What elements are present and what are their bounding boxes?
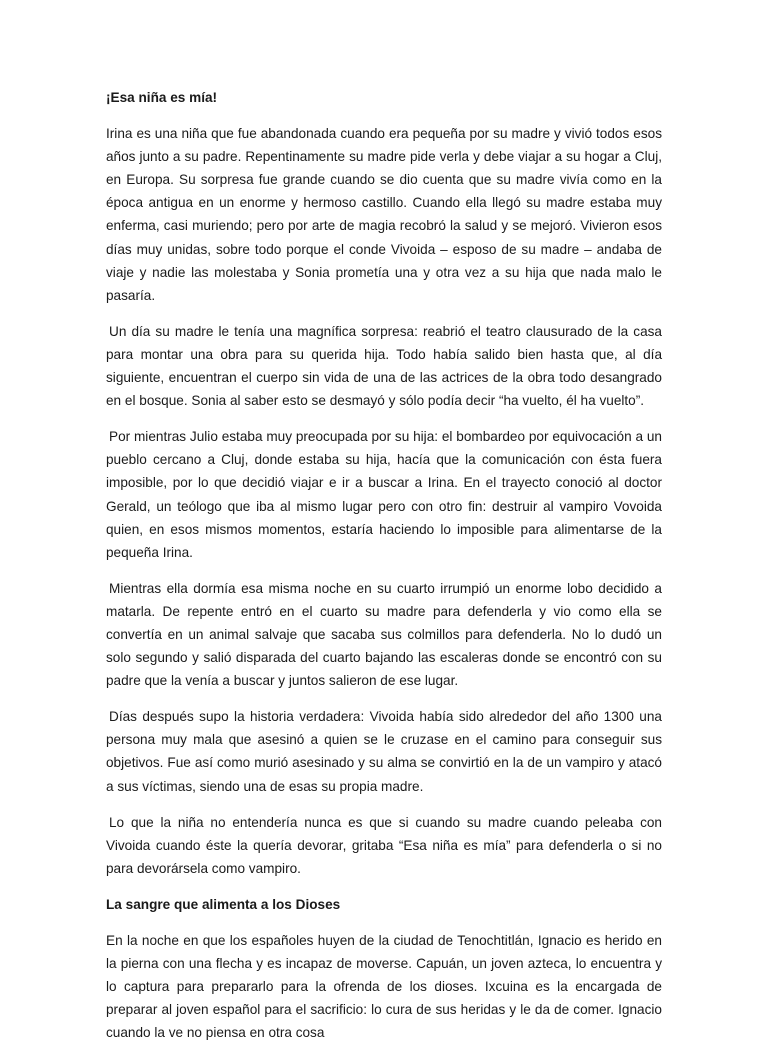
paragraph: Irina es una niña que fue abandonada cuando era pequeña por su madre y vivió todos esos años junto a su padre. Repentinamente su madre pide verla y debe viajar a su hogar a Cluj, en Europa. Su sorpresa fue grande cuando se dio cuenta que su madre vivía como en la época antigua en un enorme y hermoso castillo. Cuando ella llegó su madre estaba muy enferma, casi muriendo; pero por arte de magia recobró la salud y se mejoró. Vivieron esos días muy unidas, sobre todo porque el conde Vivoida – esposo de su madre – andaba de viaje y nadie las molestaba y Sonia prometía una y otra vez a su hija que nada malo le pasaría. <box>106 126 662 303</box>
paragraph: Días después supo la historia verdadera: Vivoida había sido alrededor del año 1300 una persona muy mala que asesinó a quien se le cruzase en el camino para conseguir sus objetivos. Fue así como murió asesinado y su alma se convirtió en la de un vampiro y atacó a sus víctimas, siendo una de esas su propia madre. <box>106 709 662 794</box>
paragraph: Lo que la niña no entendería nunca es que si cuando su madre cuando peleaba con Vivoida cuando éste la quería devorar, gritaba “Esa niña es mía” para defenderla o si no para devorársela como vampiro. <box>106 814 662 876</box>
paragraph: En la noche en que los españoles huyen de la ciudad de Tenochtitlán, Ignacio es herido en la pierna con una flecha y es incapaz de moverse. Capuán, un joven azteca, lo encuentra y lo captura para prepararlo para la ofrenda de los dioses. Ixcuina es la encargada de preparar al joven español para el sacrificio: lo cura de sus heridas y le da de comer. Ignacio cuando la ve no piensa en otra cosa <box>106 933 662 1041</box>
story-title: La sangre que alimenta a los Dioses <box>106 896 341 912</box>
paragraph: Mientras ella dormía esa misma noche en su cuarto irrumpió un enorme lobo decidido a matarla. De repente entró en el cuarto su madre para defenderla y vio como ella se convertía en un animal salvaje que sacaba sus colmillos para defenderla. No lo dudó un solo segundo y salió disparada del cuarto bajando las escaleras donde se encontró con su padre que la venía a buscar y juntos salieron de ese lugar. <box>106 580 662 689</box>
story-title: ¡Esa niña es mía! <box>106 90 218 105</box>
paragraph: Un día su madre le tenía una magnífica sorpresa: reabrió el teatro clausurado de la casa para montar una obra para su querida hija. Todo había salido bien hasta que, al día siguiente, encuentran el cuerpo sin vida de una de las actrices de la obra todo desangrado en el bosque. Sonia al saber esto se desmayó y sólo podía decir “ha vuelto, él ha vuelto”. <box>106 323 662 409</box>
document-body <box>106 86 662 1057</box>
paragraph: Por mientras Julio estaba muy preocupada por su hija: el bombardeo por equivocación a un pueblo cercano a Cluj, donde estaba su hija, hacía que la comunicación con ésta fuera imposible, por lo que decidió viajar e ir a buscar a Irina. En el trayecto conoció al doctor Gerald, un teólogo que iba al mismo lugar pero con otro fin: destruir al vampiro Vovoida quien, en esos mismos momentos, estaría haciendo lo imposible para alimentarse de la pequeña Irina. <box>106 429 662 560</box>
